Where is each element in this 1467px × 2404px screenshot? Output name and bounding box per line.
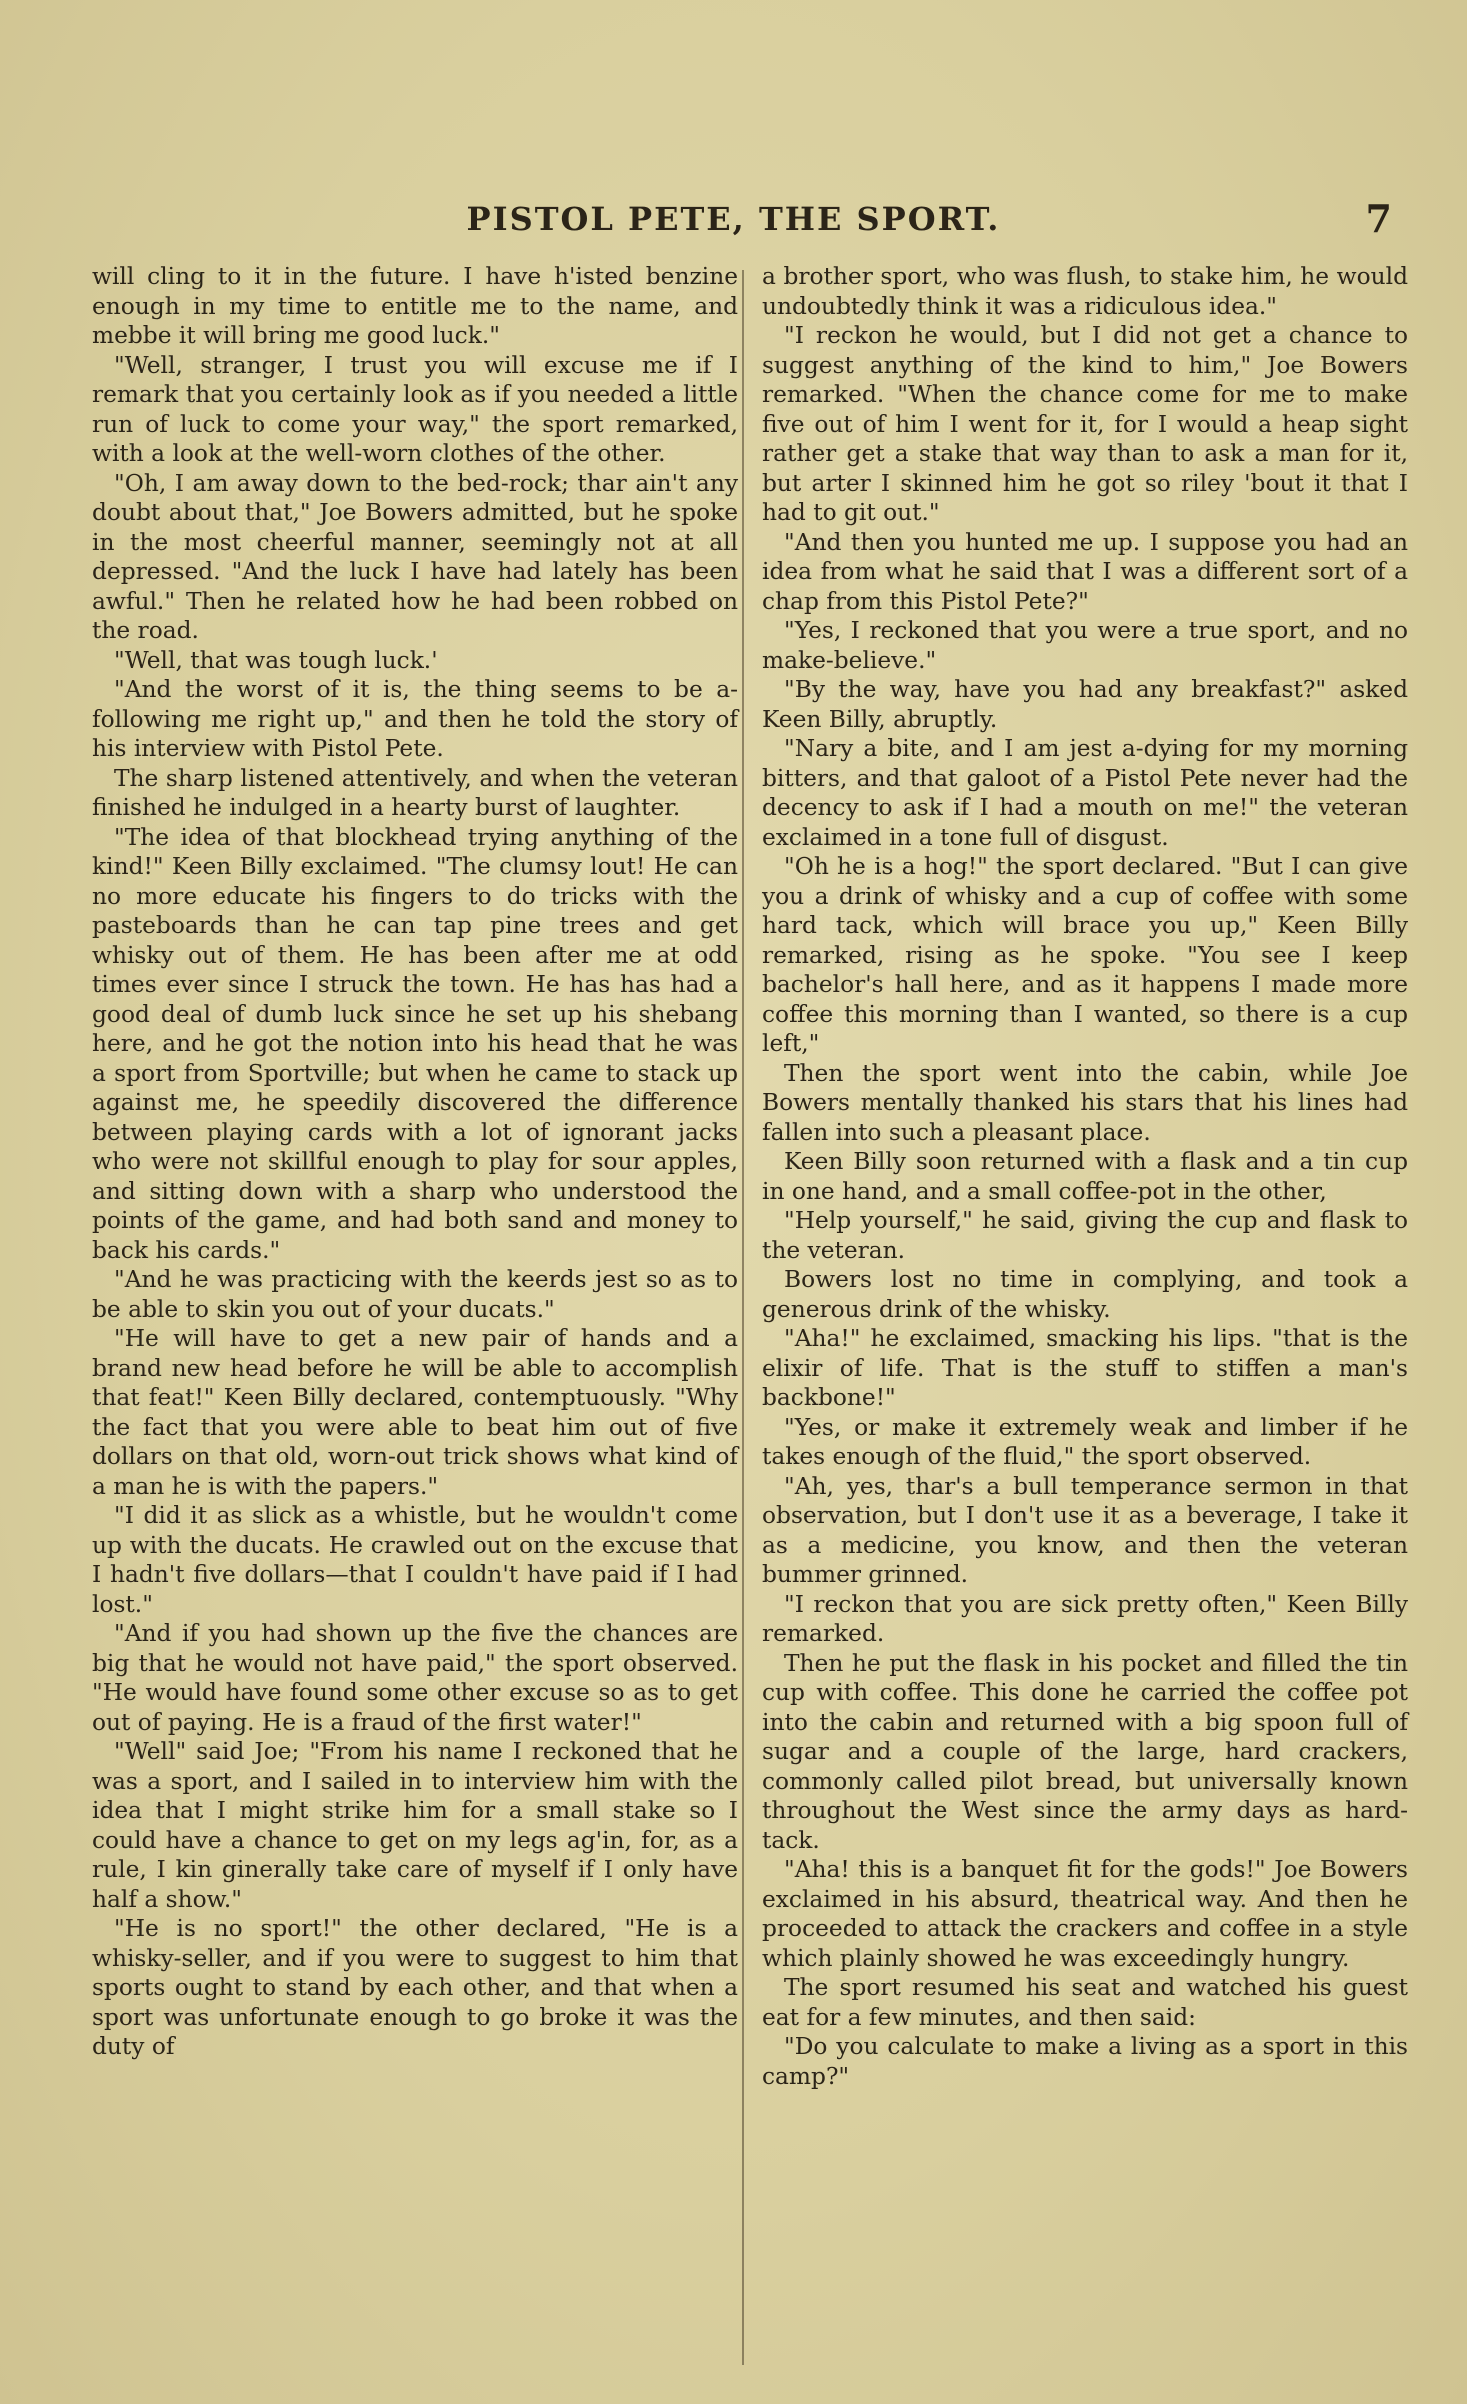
paragraph: a brother sport, who was flush, to stake him, he would undoubtedly think it was a ridiculous idea." — [762, 263, 1408, 320]
paragraph: "By the way, have you had any breakfast?" asked Keen Billy, abruptly. — [762, 676, 1408, 733]
paragraph: "Oh he is a hog!" the sport declared. "But I can give you a drink of whisky and a cup of coffee with some hard tack, which will brace you up," Keen Billy remarked, rising as he spoke. "You see I keep bachelor's hall here, and as it happens I made more coffee this morning than I wanted, so there is a cup left," — [762, 853, 1408, 1057]
paragraph: "And if you had shown up the five the chances are big that he would not have paid," the sport observed. "He would have found some other excuse so as to get out of paying. He is a fraud of the first water!" — [92, 1620, 738, 1736]
page-header — [0, 196, 1467, 250]
paragraph: The sharp listened attentively, and when the veteran finished he indulged in a hearty burst of laughter. — [92, 764, 738, 821]
page-number: 7 — [1365, 196, 1392, 241]
paragraph: "And he was practicing with the keerds jest so as to be able to skin you out of your ducats." — [92, 1266, 738, 1323]
right-column — [762, 262, 1408, 2091]
paragraph: Keen Billy soon returned with a flask and a tin cup in one hand, and a small coffee-pot in the other, — [762, 1148, 1408, 1205]
paragraph: "Yes, I reckoned that you were a true sport, and no make-believe." — [762, 617, 1408, 674]
paragraph: "Well, stranger, I trust you will excuse me if I remark that you certainly look as if you needed a little run of luck to come your way," the sport remarked, with a look at the well-worn clothes of the other. — [92, 351, 738, 467]
paragraph: "The idea of that blockhead trying anything of the kind!" Keen Billy exclaimed. "The clumsy lout! He can no more educate his fingers to do tricks with the pasteboards than he can tap pine trees and get whisky out of them. He has been after me at odd times ever since I struck the town. He has has had a good deal of dumb luck since he set up his shebang here, and he got the notion into his head that he was a sport from Sportville; but when he came to stack up against me, he speedily discovered the difference between playing cards with a lot of ignorant jacks who were not skillful enough to play for sour apples, and sitting down with a sharp who understood the points of the game, and had both sand and money to back his cards." — [92, 823, 738, 1264]
paragraph: "Aha!" he exclaimed, smacking his lips. "that is the elixir of life. That is the stuff to stiffen a man's backbone!" — [762, 1325, 1408, 1411]
running-title: PISTOL PETE, THE SPORT. — [466, 200, 1001, 238]
paragraph: "I reckon he would, but I did not get a chance to suggest anything of the kind to him," Joe Bowers remarked. "When the chance come for me to make five out of him I went for it, for I would a heap sight rather get a stake that way than to ask a man for it, but arter I skinned him he got so riley 'bout it that I had to git out." — [762, 322, 1408, 526]
paragraph: "Well, that was tough luck.' — [114, 646, 438, 674]
paragraph: "Do you calculate to make a living as a sport in this camp?" — [762, 2033, 1408, 2090]
paragraph: "Well" said Joe; "From his name I reckoned that he was a sport, and I sailed in to interview him with the idea that I might strike him for a small stake so I could have a chance to get on my legs ag'in, for, as a rule, I kin ginerally take care of myself if I only have half a show." — [92, 1738, 738, 1913]
left-column — [92, 262, 738, 2062]
paragraph: "He is no sport!" the other declared, "He is a whisky-seller, and if you were to suggest to him that sports ought to stand by each other, and that when a sport was unfortunate enough to go broke it was the duty of — [92, 1915, 738, 2060]
paragraph: "Aha! this is a banquet fit for the gods!" Joe Bowers exclaimed in his absurd, theatrical way. And then he proceeded to attack the crackers and coffee in a style which plainly showed he was exceedingly hungry. — [762, 1856, 1408, 1972]
paragraph: Then the sport went into the cabin, while Joe Bowers mentally thanked his stars that his lines had fallen into such a pleasant place. — [762, 1059, 1408, 1146]
paragraph: "Ah, yes, thar's a bull temperance sermon in that observation, but I don't use it as a beverage, I take it as a medicine, you know, and then the veteran bummer grinned. — [762, 1472, 1408, 1588]
paragraph: "And then you hunted me up. I suppose you had an idea from what he said that I was a different sort of a chap from this Pistol Pete?" — [762, 528, 1408, 615]
column-rule — [742, 270, 744, 2365]
paragraph: Bowers lost no time in complying, and took a generous drink of the whisky. — [762, 1266, 1408, 1323]
paragraph: "Oh, I am away down to the bed-rock; thar ain't any doubt about that," Joe Bowers admitted, but he spoke in the most cheerful manner, seemingly not at all depressed. "And the luck I have had lately has been awful." Then he related how he had been robbed on the road. — [92, 469, 738, 644]
paragraph: "He will have to get a new pair of hands and a brand new head before he will be able to accomplish that feat!" Keen Billy declared, contemptuously. "Why the fact that you were able to beat him out of five dollars on that old, worn-out trick shows what kind of a man he is with the papers." — [92, 1325, 738, 1500]
paragraph: "Help yourself," he said, giving the cup and flask to the veteran. — [762, 1207, 1408, 1264]
paragraph: "Nary a bite, and I am jest a-dying for my morning bitters, and that galoot of a Pistol Pete never had the decency to ask if I had a mouth on me!" the veteran exclaimed in a tone full of disgust. — [762, 735, 1408, 851]
paragraph: "I reckon that you are sick pretty often," Keen Billy remarked. — [762, 1590, 1408, 1647]
paragraph: will cling to it in the future. I have h'isted benzine enough in my time to entitle me to the name, and mebbe it will bring me good luck." — [92, 263, 738, 349]
paragraph: The sport resumed his seat and watched his guest eat for a few minutes, and then said: — [762, 1974, 1408, 2031]
paragraph: "Yes, or make it extremely weak and limber if he takes enough of the fluid," the sport observed. — [762, 1413, 1408, 1470]
paragraph: "And the worst of it is, the thing seems to be a-following me right up," and then he told the story of his interview with Pistol Pete. — [92, 676, 738, 762]
paragraph: "I did it as slick as a whistle, but he wouldn't come up with the ducats. He crawled out on the excuse that I hadn't five dollars—that I couldn't have paid if I had lost." — [92, 1502, 738, 1618]
paragraph: Then he put the flask in his pocket and filled the tin cup with coffee. This done he carried the coffee pot into the cabin and returned with a big spoon full of sugar and a couple of the large, hard crackers, commonly called pilot bread, but universally known throughout the West since the army days as hard-tack. — [762, 1649, 1408, 1854]
